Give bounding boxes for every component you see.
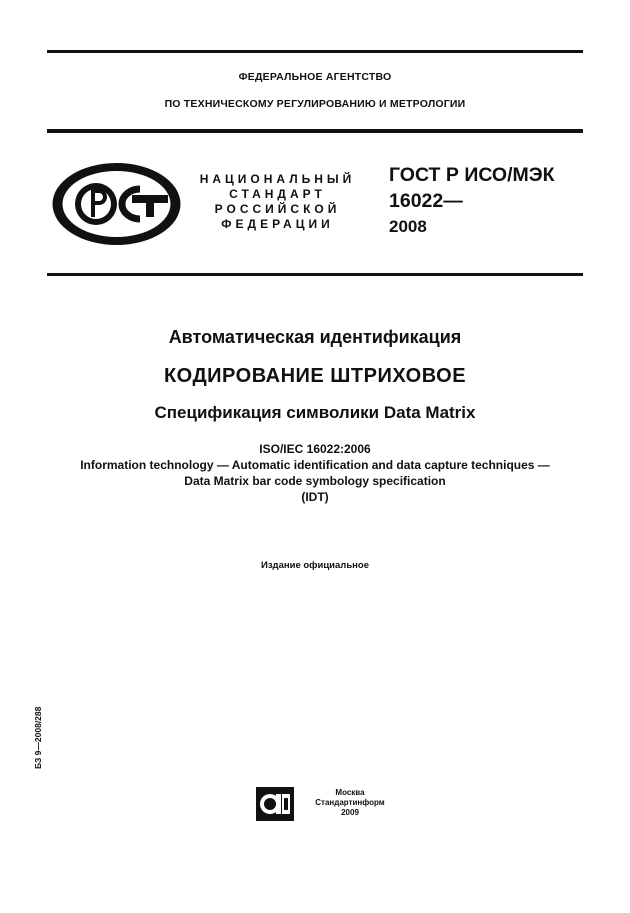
iso-reference bbox=[0, 441, 630, 505]
title-3: Спецификация символики Data Matrix bbox=[154, 403, 476, 422]
title-2: КОДИРОВАНИЕ ШТРИХОВОЕ bbox=[163, 365, 467, 387]
national-line-2: СТАНДАРТ bbox=[229, 187, 326, 201]
publisher-name: Стандартинформ bbox=[315, 798, 385, 807]
top-rule bbox=[47, 50, 583, 53]
side-code: БЗ 9—2008/288 bbox=[33, 706, 43, 769]
national-line-3: РОССИЙСКОЙ bbox=[214, 202, 341, 216]
iso-line-2: Information technology — Automatic identification and data capture techniques — bbox=[80, 458, 550, 472]
iso-line-3: Data Matrix bar code symbology specification bbox=[184, 474, 446, 488]
designation-line-2: 16022— bbox=[389, 190, 463, 212]
national-standard-label bbox=[190, 172, 365, 232]
publisher-info bbox=[300, 788, 400, 818]
title-1: Автоматическая идентификация bbox=[168, 327, 462, 347]
designation-line-1: ГОСТ Р ИСО/МЭК bbox=[389, 164, 555, 186]
publisher-city: Москва bbox=[335, 788, 365, 797]
national-line-4: ФЕДЕРАЦИИ bbox=[221, 217, 334, 231]
publisher-year: 2009 bbox=[341, 808, 359, 817]
header-rule bbox=[47, 129, 583, 133]
designation-line-3: 2008 bbox=[389, 217, 427, 236]
standartinform-logo-icon bbox=[256, 787, 294, 821]
rst-emblem-icon bbox=[50, 161, 183, 247]
agency-line-2: ПО ТЕХНИЧЕСКОМУ РЕГУЛИРОВАНИЮ И МЕТРОЛОГИИ bbox=[164, 98, 466, 110]
agency-line-1: ФЕДЕРАЛЬНОЕ АГЕНТСТВО bbox=[238, 71, 392, 83]
iso-line-1: ISO/IEC 16022:2006 bbox=[259, 442, 371, 456]
national-line-1: НАЦИОНАЛЬНЫЙ bbox=[199, 172, 356, 186]
title-rule bbox=[47, 273, 583, 276]
edition-label: Издание официальное bbox=[261, 560, 369, 571]
iso-line-4: (IDT) bbox=[301, 490, 329, 504]
standard-designation bbox=[389, 162, 555, 240]
